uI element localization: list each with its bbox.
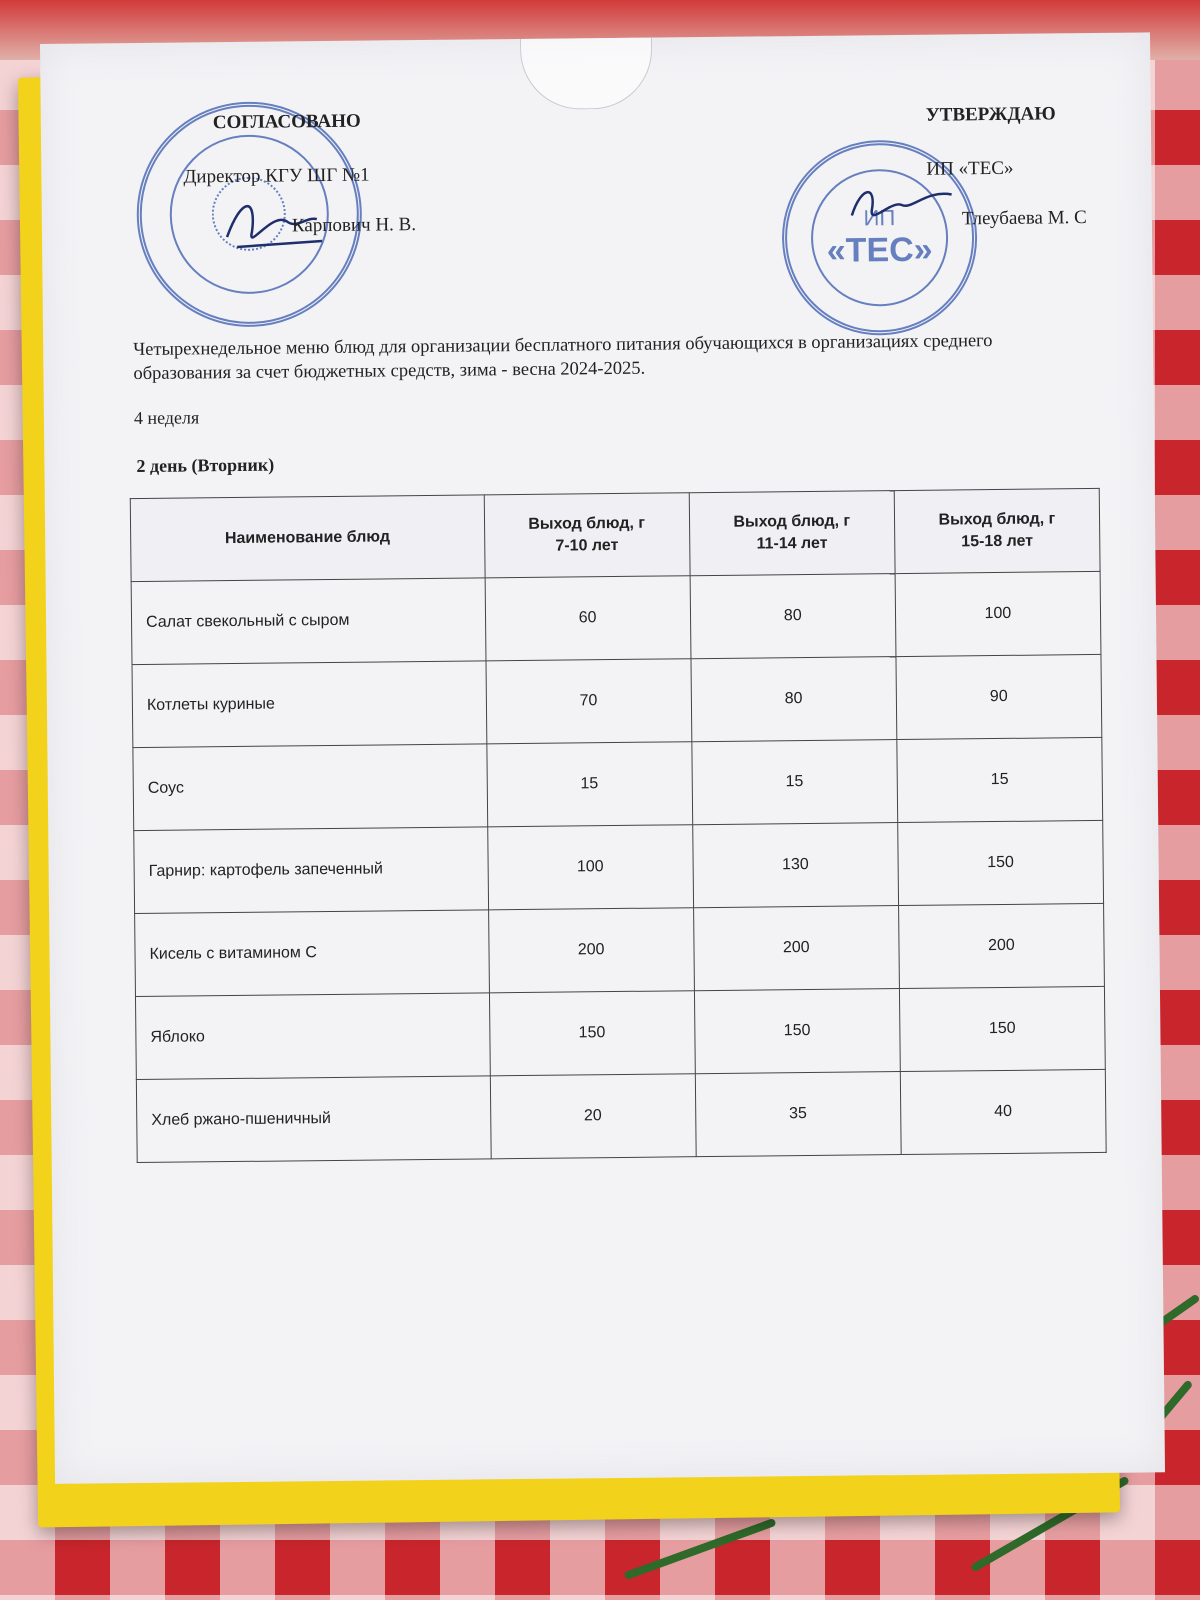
yield-11-14: 200 <box>693 906 899 991</box>
yield-7-10: 200 <box>488 908 694 993</box>
header-yield-label: Выход блюд, г <box>528 515 646 534</box>
table-row <box>135 986 1105 1079</box>
yield-11-14: 15 <box>692 740 898 825</box>
yield-11-14: 80 <box>691 657 897 742</box>
header-yield-label: Выход блюд, г <box>733 512 851 532</box>
dish-name: Кисель с витамином С <box>135 910 489 997</box>
table-row <box>134 820 1104 913</box>
company-stamp-icon: ИП «ТЕС» <box>781 139 978 336</box>
approval-left-position: Директор КГУ ШГ №1 <box>183 164 370 188</box>
document-title: Четырехнедельное меню блюд для организации бесплатного питания обучающихся в организациях среднего образования за счет бюджетных средств, зима - весна 2024-2025. <box>133 331 993 385</box>
header-yield-label: Выход блюд, г <box>938 510 1056 530</box>
yield-11-14: 150 <box>694 989 900 1074</box>
header-dish-name: Наименование блюд <box>130 495 484 582</box>
approval-right <box>801 103 1111 230</box>
header-yield-7-10 <box>484 493 690 578</box>
approval-right-title: УТВЕРЖДАЮ <box>925 103 1056 126</box>
yield-15-18: 200 <box>898 903 1104 988</box>
signature-right-icon <box>841 174 962 235</box>
week-label: 4 неделя <box>133 407 200 429</box>
yield-7-10: 60 <box>485 576 691 661</box>
yield-7-10: 20 <box>490 1074 696 1159</box>
yield-7-10: 150 <box>489 991 695 1076</box>
yield-7-10: 70 <box>486 659 692 744</box>
header-yield-11-14 <box>689 491 895 576</box>
dish-name: Салат свекольный с сыром <box>131 578 485 665</box>
yield-7-10: 15 <box>486 742 692 827</box>
dish-name: Гарнир: картофель запеченный <box>134 827 488 914</box>
yield-15-18: 15 <box>897 737 1103 822</box>
header-yield-15-18 <box>894 488 1100 573</box>
table-row <box>136 1069 1106 1162</box>
yield-11-14: 35 <box>695 1072 901 1157</box>
menu-sheet <box>40 32 1165 1484</box>
table-row <box>132 654 1102 747</box>
yield-11-14: 80 <box>690 574 896 659</box>
day-label: 2 день (Вторник) <box>136 454 275 477</box>
approval-left <box>141 109 501 237</box>
yield-15-18: 150 <box>899 986 1105 1071</box>
dish-name: Соус <box>133 744 487 831</box>
table-row <box>135 903 1105 996</box>
header-age-range: 11-14 лет <box>756 534 828 553</box>
yield-11-14: 130 <box>692 823 898 908</box>
dish-name: Котлеты куриные <box>132 661 486 748</box>
yield-15-18: 150 <box>898 820 1104 905</box>
header-age-range: 15-18 лет <box>961 532 1034 551</box>
yield-15-18: 40 <box>900 1069 1106 1154</box>
menu-table <box>130 488 1107 1163</box>
approval-right-name: Тлеубаева М. С <box>961 207 1087 230</box>
yield-15-18: 100 <box>895 571 1101 656</box>
header-age-range: 7-10 лет <box>555 536 619 555</box>
yield-7-10: 100 <box>487 825 693 910</box>
sleeve-notch <box>520 38 653 110</box>
approval-left-name: Карпович Н. В. <box>291 214 417 237</box>
dish-name: Яблоко <box>135 993 489 1080</box>
table-row <box>133 737 1103 830</box>
table-row <box>131 571 1101 664</box>
herb-decoration <box>623 1518 776 1580</box>
table-header-row <box>130 488 1100 581</box>
dish-name: Хлеб ржано-пшеничный <box>136 1076 490 1163</box>
approval-right-organization: ИП «ТЕС» <box>926 157 1014 180</box>
approval-left-title: СОГЛАСОВАНО <box>212 110 361 134</box>
yield-15-18: 90 <box>896 654 1102 739</box>
